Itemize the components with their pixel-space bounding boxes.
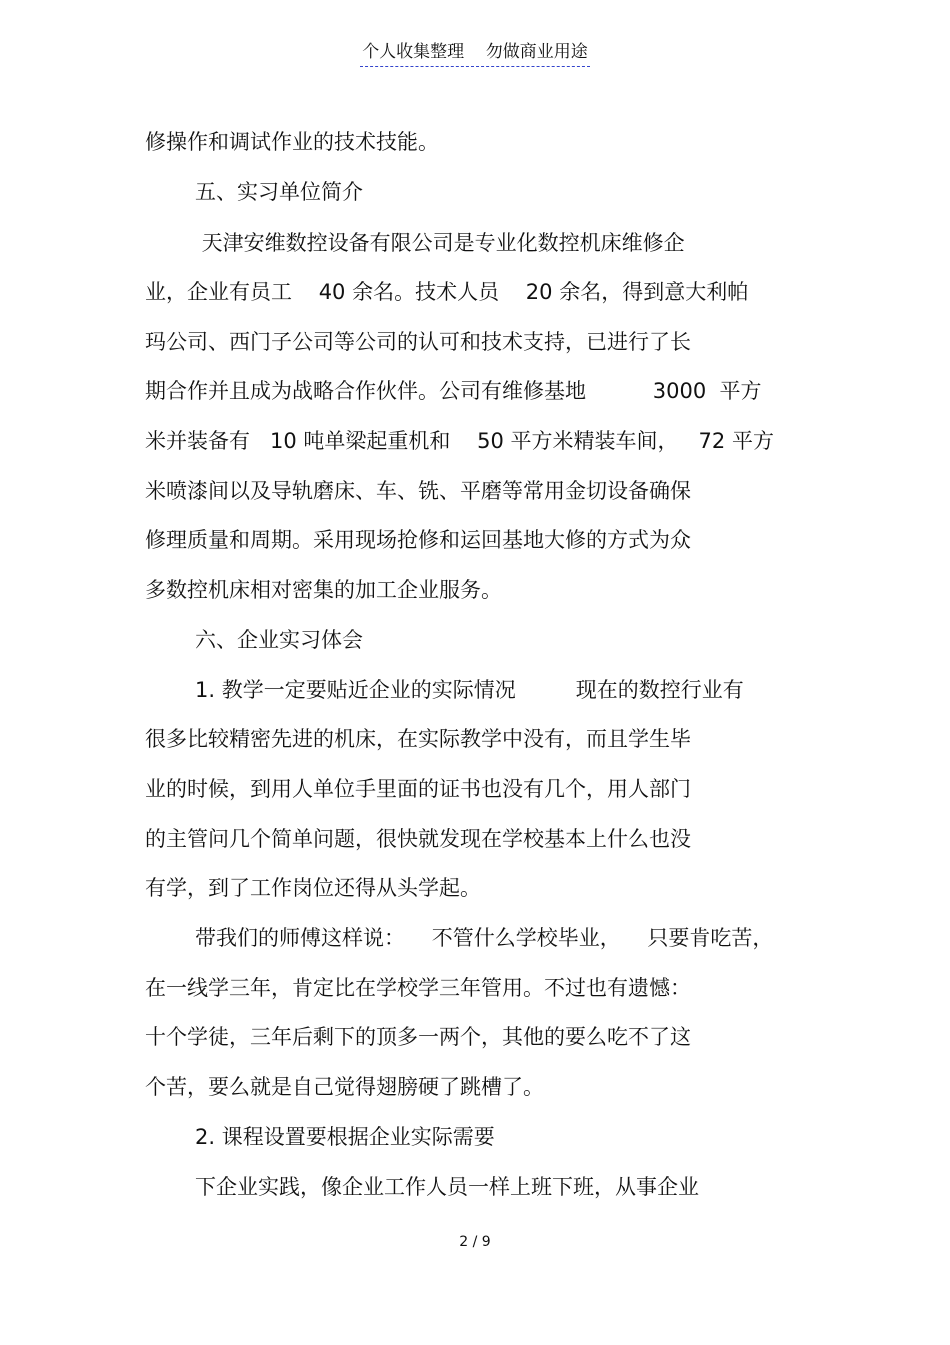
- subheading-line: 2. 课程设置要根据企业实际需要: [195, 1125, 495, 1149]
- paragraph-line: 米喷漆间以及导轨磨床、车、铣、平磨等常用金切设备确保: [145, 479, 691, 503]
- paragraph-line: 天津安维数控设备有限公司是专业化数控机床维修企: [195, 231, 685, 255]
- paragraph-line: 下企业实践，像企业工作人员一样上班下班，从事企业: [195, 1175, 699, 1199]
- paragraph-line: 带我们的师傅这样说： 不管什么学校毕业， 只要肯吃苦，: [195, 926, 774, 950]
- paragraph-line: 十个学徒，三年后剩下的顶多一两个，其他的要么吃不了这: [145, 1025, 691, 1049]
- subheading-line: 1. 教学一定要贴近企业的实际情况 现在的数控行业有: [195, 678, 744, 702]
- paragraph-line: 修操作和调试作业的技术技能。: [145, 130, 439, 154]
- page-header: [0, 40, 950, 67]
- page-number: 2 / 9: [459, 1234, 491, 1250]
- section-heading: 六、企业实习体会: [195, 628, 363, 652]
- paragraph-line: 米并装备有 10 吨单梁起重机和 50 平方米精装车间， 72 平方: [145, 429, 774, 453]
- paragraph-line: 多数控机床相对密集的加工企业服务。: [145, 578, 502, 602]
- paragraph-line: 有学，到了工作岗位还得从头学起。: [145, 876, 481, 900]
- header-watermark-text: 个人收集整理 勿做商业用途: [360, 40, 590, 67]
- paragraph-line: 很多比较精密先进的机床，在实际教学中没有，而且学生毕: [145, 727, 691, 751]
- paragraph-line: 个苦，要么就是自己觉得翅膀硬了跳槽了。: [145, 1075, 544, 1099]
- paragraph-line: 玛公司、西门子公司等公司的认可和技术支持，已进行了长: [145, 330, 691, 354]
- paragraph-line: 修理质量和周期。采用现场抢修和运回基地大修的方式为众: [145, 528, 691, 552]
- paragraph-line: 业的时候，到用人单位手里面的证书也没有几个，用人部门: [145, 777, 691, 801]
- paragraph-line: 在一线学三年，肯定比在学校学三年管用。不过也有遗憾：: [145, 976, 691, 1000]
- paragraph-line: 业，企业有员工 40 余名。技术人员 20 余名，得到意大利帕: [145, 280, 749, 304]
- paragraph-line: 的主管问几个简单问题，很快就发现在学校基本上什么也没: [145, 827, 691, 851]
- paragraph-line: 期合作并且成为战略合作伙伴。公司有维修基地 3000 平方: [145, 379, 762, 403]
- section-heading: 五、实习单位简介: [195, 180, 363, 204]
